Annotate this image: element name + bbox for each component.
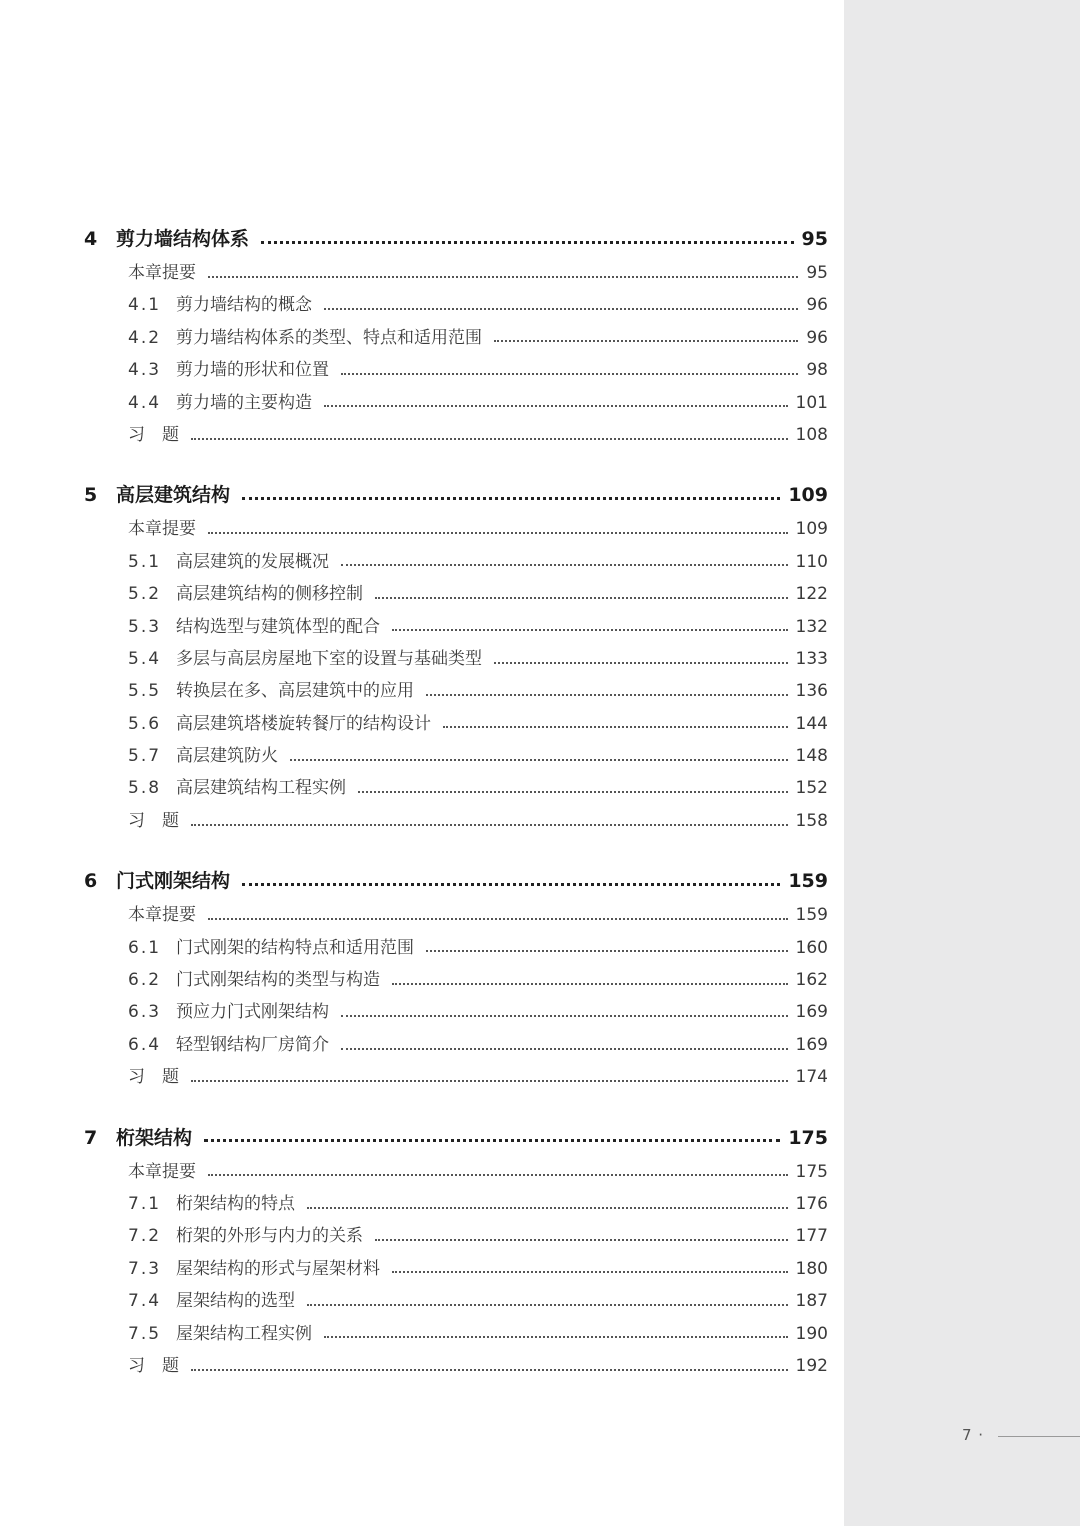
dot-leader [191,823,788,826]
toc-entry[interactable] [84,1220,828,1252]
entry-page-number: 110 [795,551,828,572]
toc-entry[interactable] [84,1029,828,1061]
entry-title: 剪力墙结构体系的类型、特点和适用范围 [176,327,482,348]
toc-entry[interactable] [84,772,828,804]
chapter-block [84,222,828,451]
toc-entry[interactable] [84,257,828,289]
toc-entry[interactable] [84,675,828,707]
section-number: 7.3 [128,1258,162,1279]
section-number: 6.4 [128,1034,162,1055]
dot-leader [375,596,788,599]
entry-title: 高层建筑的发展概况 [176,551,329,572]
entry-page-number: 152 [795,778,828,799]
dot-leader [208,1173,788,1176]
chapter-heading[interactable] [84,222,828,257]
entry-title: 屋架结构工程实例 [176,1323,312,1344]
entry-page-number: 132 [795,616,828,637]
entry-page-number: 122 [795,584,828,605]
entry-page-number: 158 [795,810,828,831]
toc-entry[interactable] [84,643,828,675]
dot-leader [443,725,788,728]
chapter-title: 门式刚架结构 [116,870,231,893]
toc-entry[interactable] [84,546,828,578]
chapter-block [84,864,828,1093]
entry-page-number: 175 [795,1161,828,1182]
chapter-title: 剪力墙结构体系 [116,228,250,250]
section-number: 5.2 [128,584,162,605]
chapter-page-number: 175 [788,1126,828,1149]
entry-title: 本章提要 [128,1161,196,1182]
section-number: 5.8 [128,778,162,799]
dot-leader [242,496,780,500]
chapter-block [84,1121,828,1383]
entry-page-number: 187 [795,1291,828,1312]
chapter-number: 5 [84,484,98,507]
chapter-number: 4 [84,228,98,250]
entry-title: 本章提要 [128,905,196,926]
dot-leader [341,1047,788,1050]
dot-leader [290,758,788,761]
dot-leader [307,1206,788,1209]
section-number: 7.5 [128,1323,162,1344]
dot-leader [392,1270,788,1273]
entry-title: 预应力门式刚架结构 [176,1002,329,1023]
entry-title: 剪力墙的形状和位置 [176,360,329,381]
section-number: 5.5 [128,681,162,702]
toc-entry[interactable] [84,289,828,321]
entry-page-number: 169 [795,1002,828,1023]
entry-title: 高层建筑结构工程实例 [176,778,346,799]
entry-title: 轻型钢结构厂房简介 [176,1034,329,1055]
entry-page-number: 101 [795,392,828,413]
chapter-title: 桁架结构 [116,1126,193,1149]
entry-page-number: 136 [795,681,828,702]
entry-page-number: 169 [795,1034,828,1055]
toc-entry[interactable] [84,611,828,643]
toc-entry[interactable] [84,354,828,386]
entry-page-number: 180 [795,1258,828,1279]
margin-strip [844,0,1080,1526]
chapter-number: 7 [84,1126,98,1149]
entry-page-number: 190 [795,1323,828,1344]
chapter-heading[interactable] [84,864,828,899]
dot-leader [358,790,788,793]
entry-title: 剪力墙结构的概念 [176,295,312,316]
chapter-page-number: 109 [788,484,828,507]
section-number: 7.1 [128,1193,162,1214]
dot-leader [392,628,788,631]
section-number: 4.1 [128,295,162,316]
dot-leader [208,531,788,534]
dot-leader [324,1335,788,1338]
section-number: 4.4 [128,392,162,413]
toc-entry[interactable] [84,419,828,451]
entry-page-number: 159 [795,905,828,926]
dot-leader [208,275,798,278]
dot-leader [324,404,788,407]
toc-entry[interactable] [84,1285,828,1317]
dot-leader [324,307,798,310]
chapter-heading[interactable] [84,1121,828,1156]
dot-leader [208,917,788,920]
entry-title: 桁架结构的特点 [176,1193,295,1214]
toc-entry[interactable] [84,708,828,740]
entry-title: 高层建筑防火 [176,746,278,767]
entry-title: 桁架的外形与内力的关系 [176,1226,363,1247]
dot-leader [392,982,788,985]
chapter-title: 高层建筑结构 [116,484,231,507]
entry-page-number: 133 [795,648,828,669]
dot-leader [341,563,788,566]
entry-page-number: 144 [795,713,828,734]
entry-title: 高层建筑结构的侧移控制 [176,584,363,605]
entry-title: 屋架结构的选型 [176,1291,295,1312]
dot-leader [242,882,780,886]
entry-title: 习 题 [128,1067,179,1088]
toc-entry[interactable] [84,1318,828,1350]
toc-entry[interactable] [84,932,828,964]
entry-title: 屋架结构的形式与屋架材料 [176,1258,380,1279]
page-number: 7 · [962,1426,985,1444]
entry-page-number: 192 [795,1355,828,1376]
toc-entry[interactable] [84,899,828,931]
entry-page-number: 108 [795,424,828,445]
section-number: 4.2 [128,327,162,348]
entry-page-number: 162 [795,970,828,991]
entry-title: 门式刚架结构的类型与构造 [176,970,380,991]
chapter-number: 6 [84,870,98,893]
entry-title: 本章提要 [128,263,196,283]
toc-entry[interactable] [84,1061,828,1093]
toc-entry[interactable] [84,1253,828,1285]
dot-leader [341,1014,788,1017]
section-number: 5.7 [128,746,162,767]
dot-leader [204,1138,780,1142]
section-number: 5.4 [128,648,162,669]
chapter-page-number: 95 [801,228,828,250]
entry-title: 多层与高层房屋地下室的设置与基础类型 [176,648,482,669]
section-number: 4.3 [128,360,162,381]
entry-page-number: 96 [806,327,828,348]
entry-title: 结构选型与建筑体型的配合 [176,616,380,637]
chapter-block [84,478,828,837]
dot-leader [261,240,794,244]
dot-leader [191,437,788,440]
section-number: 5.3 [128,616,162,637]
entry-page-number: 160 [795,937,828,958]
dot-leader [375,1238,788,1241]
section-number: 6.2 [128,970,162,991]
dot-leader [494,339,798,342]
section-number: 5.6 [128,713,162,734]
section-number: 7.2 [128,1226,162,1247]
section-number: 6.1 [128,937,162,958]
entry-page-number: 96 [806,295,828,316]
entry-page-number: 98 [806,360,828,381]
dot-leader [494,661,788,664]
section-number: 7.4 [128,1291,162,1312]
entry-title: 剪力墙的主要构造 [176,392,312,413]
toc-entry[interactable] [84,964,828,996]
toc-entry[interactable] [84,996,828,1028]
toc-entry[interactable] [84,578,828,610]
toc-entry[interactable] [84,513,828,545]
entry-title: 习 题 [128,424,179,445]
dot-leader [191,1368,788,1371]
entry-title: 本章提要 [128,519,196,540]
entry-page-number: 95 [806,263,828,283]
entry-title: 高层建筑塔楼旋转餐厅的结构设计 [176,713,431,734]
entry-title: 门式刚架的结构特点和适用范围 [176,937,414,958]
dot-leader [341,372,798,375]
chapter-heading[interactable] [84,478,828,513]
dot-leader [307,1303,788,1306]
toc-entry[interactable] [84,740,828,772]
toc-entry[interactable] [84,1188,828,1220]
toc-entry[interactable] [84,1350,828,1382]
dot-leader [191,1079,788,1082]
table-of-contents [84,222,828,1409]
toc-entry[interactable] [84,1156,828,1188]
page-number-rule [998,1436,1080,1437]
dot-leader [426,949,788,952]
entry-page-number: 174 [795,1067,828,1088]
entry-page-number: 177 [795,1226,828,1247]
entry-title: 习 题 [128,1355,179,1376]
section-number: 5.1 [128,551,162,572]
entry-page-number: 176 [795,1193,828,1214]
chapter-page-number: 159 [788,870,828,893]
toc-entry[interactable] [84,322,828,354]
entry-title: 转换层在多、高层建筑中的应用 [176,681,414,702]
entry-page-number: 148 [795,746,828,767]
dot-leader [426,693,788,696]
section-number: 6.3 [128,1002,162,1023]
toc-entry[interactable] [84,387,828,419]
toc-entry[interactable] [84,805,828,837]
entry-page-number: 109 [795,519,828,540]
entry-title: 习 题 [128,810,179,831]
